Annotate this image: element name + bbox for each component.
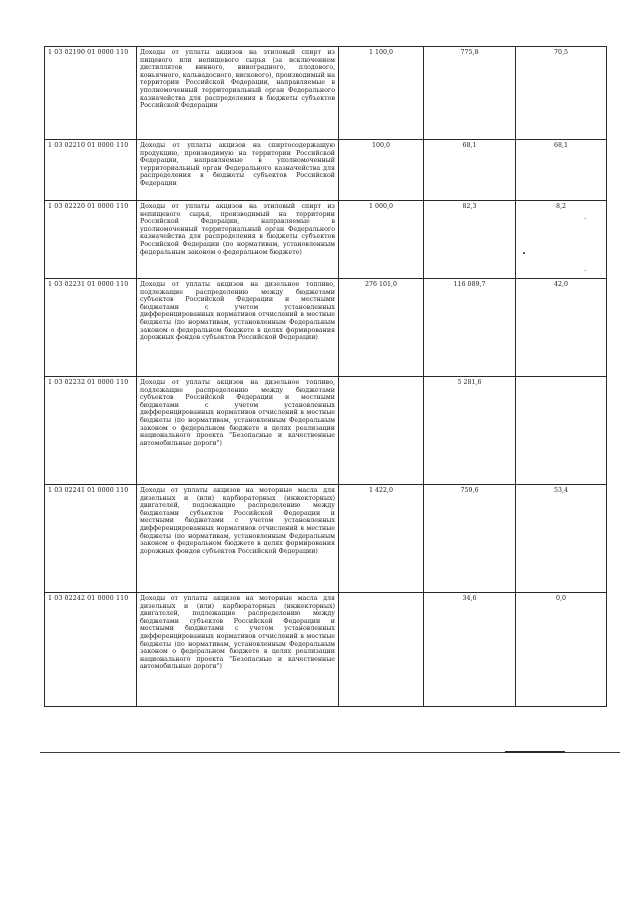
table-row bbox=[45, 593, 607, 707]
plan-value: 100,0 bbox=[339, 140, 424, 201]
fact-value: 82,3 bbox=[424, 201, 516, 279]
scan-speck: • bbox=[522, 250, 527, 258]
fact-value: 775,8 bbox=[424, 47, 516, 140]
page-bottom-rule-accent bbox=[505, 751, 565, 753]
revenue-name: Доходы от уплаты акцизов на моторные масла для дизельных и (или) карбюраторных (инжекторных) двигателей, подлежащие распределению между бюджетами субъектов Российской Федерации и местными бюджетами с учетом установленных дифференцированных нормативов отчислений в местные бюджеты (по нормативам, установленным Федеральным законом о федеральном бюджете в целях реализации национального проекта "Безопасные и качественные автомобильные дороги") bbox=[137, 593, 339, 707]
fact-value: 34,6 bbox=[424, 593, 516, 707]
execution-percent: 53,4 bbox=[516, 485, 607, 593]
fact-value: 116 089,7 bbox=[424, 279, 516, 377]
table-row bbox=[45, 485, 607, 593]
revenue-name: Доходы от уплаты акцизов на дизельное топливо, подлежащие распределению между бюджетами субъектов Российской Федерации и местными бюджетами с учетом установленных дифференцированных нормативов отчислений в местные бюджеты (по нормативам, установленным Федеральным законом о федеральном бюджете в целях реализации национального проекта "Безопасные и качественные автомобильные дороги") bbox=[137, 377, 339, 485]
revenue-name: Доходы от уплаты акцизов на спиртосодержащую продукцию, производимую на территории Российской Федерации, направляемые в уполномоченный территориальный орган Федерального казначейства для распределения в бюджеты субъектов Российской Федерации bbox=[137, 140, 339, 201]
fact-value: 5 281,6 bbox=[424, 377, 516, 485]
plan-value: 276 101,0 bbox=[339, 279, 424, 377]
scan-speck: · bbox=[584, 267, 587, 275]
fact-value: 68,1 bbox=[424, 140, 516, 201]
execution-percent: 42,0 bbox=[516, 279, 607, 377]
revenue-name: Доходы от уплаты акцизов на этиловый спирт из непищевого сырья, производимый на территории Российской Федерации, направляемые в уполномоченный территориальный орган Федерального казначейства для распределения в бюджеты субъектов Российской Федерации (по нормативам, установленным федеральным законом о федеральном бюджете) bbox=[137, 201, 339, 279]
budget-classification-code: 1 03 02210 01 0000 110 bbox=[45, 140, 137, 201]
execution-percent: 0,0 bbox=[516, 593, 607, 707]
budget-classification-code: 1 03 02231 01 0000 110 bbox=[45, 279, 137, 377]
budget-classification-code: 1 03 02190 01 0000 110 bbox=[45, 47, 137, 140]
revenue-table bbox=[44, 46, 607, 707]
revenue-name: Доходы от уплаты акцизов на моторные масла для дизельных и (или) карбюраторных (инжекторных) двигателей, подлежащие распределению между бюджетами субъектов Российской Федерации и местными бюджетами с учетом установленных дифференцированных нормативов отчислений в местные бюджеты (по нормативам, установленным Федеральным законом о федеральном бюджете в целях формирования дорожных фондов субъектов Российской Федерации) bbox=[137, 485, 339, 593]
fact-value: 759,6 bbox=[424, 485, 516, 593]
plan-value: 1 422,0 bbox=[339, 485, 424, 593]
budget-classification-code: 1 03 02241 01 0000 110 bbox=[45, 485, 137, 593]
plan-value: 1 000,0 bbox=[339, 201, 424, 279]
table-row bbox=[45, 377, 607, 485]
table-row bbox=[45, 201, 607, 279]
revenue-name: Доходы от уплаты акцизов на дизельное топливо, подлежащие распределению между бюджетами субъектов Российской Федерации и местными бюджетами с учетом установленных дифференцированных нормативов отчислений в местные бюджеты (по нормативам, установленным Федеральным законом о федеральном бюджете в целях формирования дорожных фондов субъектов Российской Федерации) bbox=[137, 279, 339, 377]
table-row bbox=[45, 279, 607, 377]
plan-value bbox=[339, 377, 424, 485]
budget-classification-code: 1 03 02242 01 0000 110 bbox=[45, 593, 137, 707]
budget-classification-code: 1 03 02232 01 0000 110 bbox=[45, 377, 137, 485]
scan-speck: · bbox=[584, 215, 587, 223]
budget-classification-code: 1 03 02220 01 0000 110 bbox=[45, 201, 137, 279]
table-row bbox=[45, 140, 607, 201]
execution-percent: 68,1 bbox=[516, 140, 607, 201]
revenue-name: Доходы от уплаты акцизов на этиловый спирт из пищевого или непищевого сырья (за исключением дистиллятов винного, виноградного, плодового, коньячного, кальвадосного, вискового), производимый на территории Российской Федерации, направляемые в уполномоченный территориальный орган Федерального казначейства для распределения в бюджеты субъектов Российской Федерации bbox=[137, 47, 339, 140]
plan-value: 1 100,0 bbox=[339, 47, 424, 140]
execution-percent bbox=[516, 377, 607, 485]
execution-percent: 8,2 bbox=[516, 201, 607, 279]
execution-percent: 70,5 bbox=[516, 47, 607, 140]
plan-value bbox=[339, 593, 424, 707]
table-row bbox=[45, 47, 607, 140]
